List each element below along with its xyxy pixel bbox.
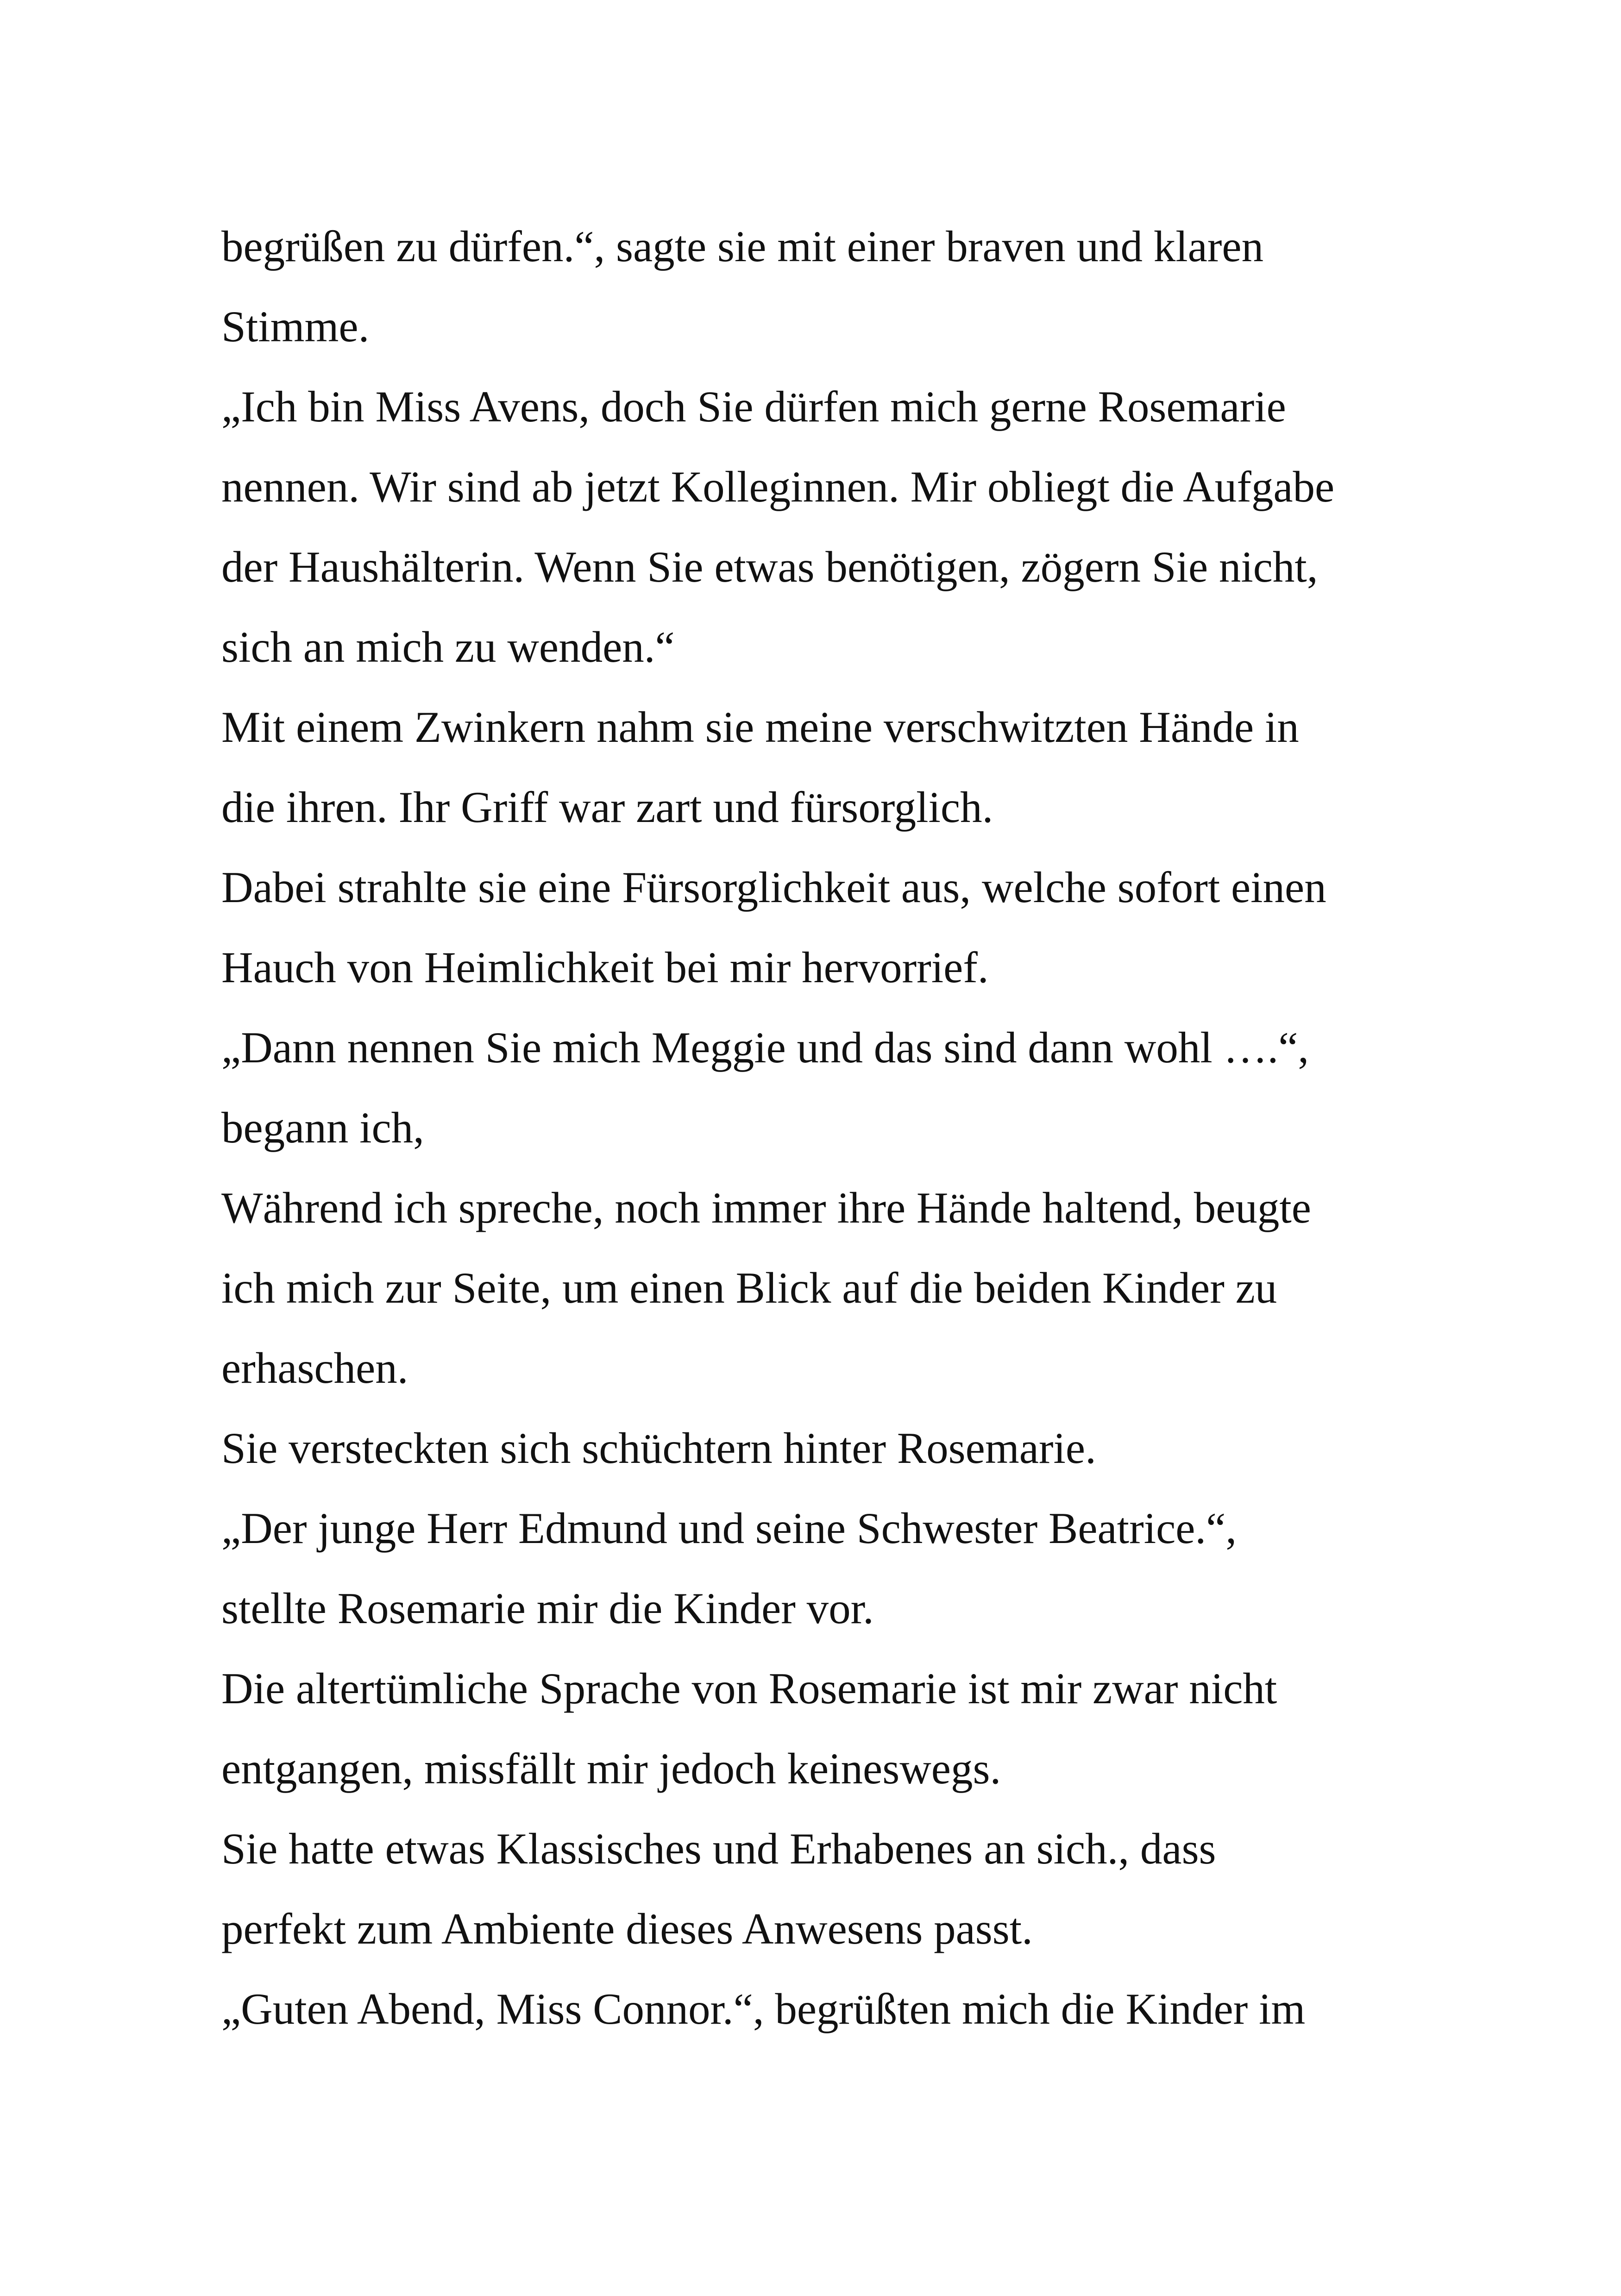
text-line: perfekt zum Ambiente dieses Anwesens passt. [221, 1904, 1033, 1953]
text-line: der Haushälterin. Wenn Sie etwas benötigen, zögern Sie nicht, [221, 542, 1318, 591]
text-line: ich mich zur Seite, um einen Blick auf die beiden Kinder zu [221, 1263, 1277, 1312]
text-line: Sie versteckten sich schüchtern hinter Rosemarie. [221, 1424, 1096, 1473]
text-line: stellte Rosemarie mir die Kinder vor. [221, 1584, 874, 1633]
body-text [221, 207, 1472, 2049]
text-line: die ihren. Ihr Griff war zart und fürsorglich. [221, 783, 993, 832]
text-line: Sie hatte etwas Klassisches und Erhabenes an sich., dass [221, 1824, 1216, 1873]
text-line: sich an mich zu wenden.“ [221, 622, 675, 671]
text-line: Die altertümliche Sprache von Rosemarie ist mir zwar nicht [221, 1664, 1277, 1713]
text-line: begann ich, [221, 1103, 424, 1152]
text-line: begrüßen zu dürfen.“, sagte sie mit einer braven und klaren [221, 222, 1264, 271]
text-line: nennen. Wir sind ab jetzt Kolleginnen. Mir obliegt die Aufgabe [221, 462, 1335, 511]
text-line: „Guten Abend, Miss Connor.“, begrüßten mich die Kinder im [221, 1984, 1306, 2033]
text-line: Hauch von Heimlichkeit bei mir hervorrief. [221, 943, 989, 992]
text-line: erhaschen. [221, 1343, 408, 1393]
text-line: Stimme. [221, 302, 370, 351]
text-line: „Ich bin Miss Avens, doch Sie dürfen mich gerne Rosemarie [221, 382, 1286, 431]
text-line: „Dann nennen Sie mich Meggie und das sind dann wohl ….“, [221, 1023, 1309, 1072]
text-line: Mit einem Zwinkern nahm sie meine verschwitzten Hände in [221, 703, 1299, 752]
text-line: entgangen, missfällt mir jedoch keineswegs. [221, 1744, 1001, 1793]
text-line: Während ich spreche, noch immer ihre Hände haltend, beugte [221, 1183, 1311, 1232]
text-line: „Der junge Herr Edmund und seine Schwester Beatrice.“, [221, 1504, 1237, 1553]
text-line: Dabei strahlte sie eine Fürsorglichkeit aus, welche sofort einen [221, 863, 1326, 912]
